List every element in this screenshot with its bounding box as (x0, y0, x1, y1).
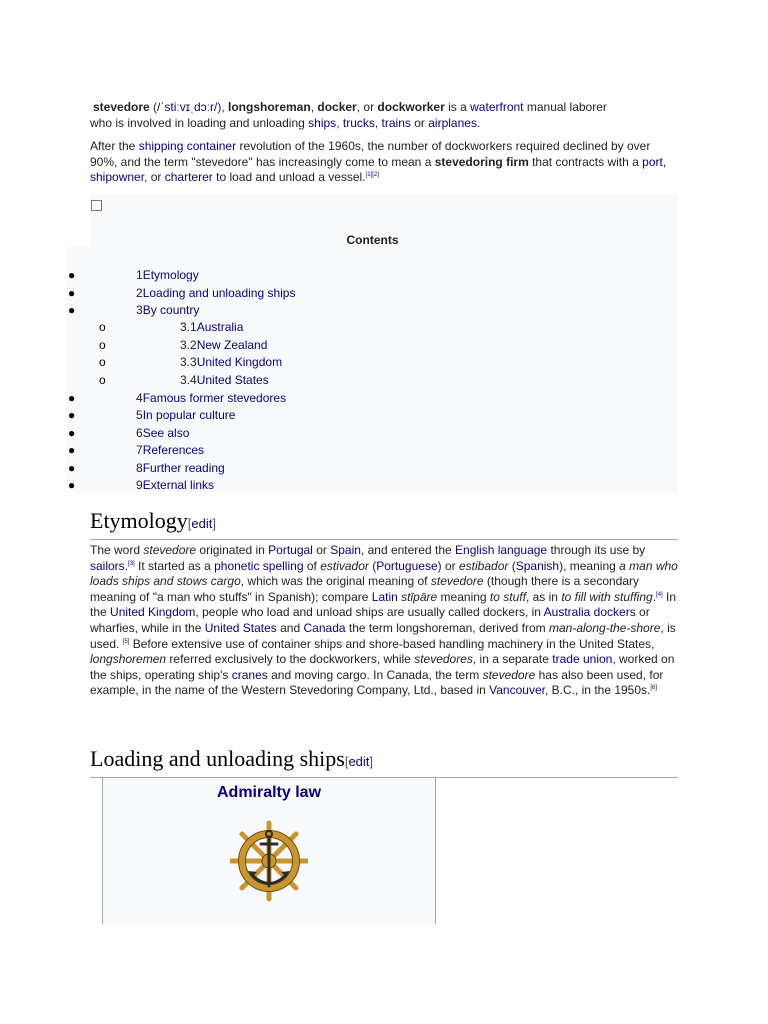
text: In the (90, 589, 677, 620)
link-ships[interactable]: ships (308, 115, 337, 130)
toc-num: 2 (136, 286, 143, 300)
bracket: [ (187, 516, 192, 531)
link-australia-dockers[interactable]: Australia dockers (543, 605, 636, 620)
toc-item-australia[interactable] (180, 320, 243, 334)
ref-1-2[interactable]: [1][2] (365, 172, 379, 179)
toc-num: 5 (136, 408, 143, 422)
circle-bullet-icon: o (99, 373, 106, 387)
admiralty-law-infobox (102, 777, 436, 924)
italic-term: stīpāre (401, 589, 438, 604)
circle-bullet-icon: o (99, 320, 106, 334)
edit-link-etymology[interactable]: edit (191, 516, 213, 531)
toc-item-further-reading[interactable] (136, 461, 225, 475)
toc-link[interactable]: See also (142, 426, 190, 440)
link-vancouver[interactable]: Vancouver (489, 683, 545, 698)
link-united-kingdom[interactable]: United Kingdom (110, 605, 196, 620)
text: , and entered the (360, 543, 452, 557)
bullet-icon: ● (68, 443, 76, 457)
circle-bullet-icon: o (99, 338, 106, 352)
link-shipowner[interactable]: shipowner (90, 170, 145, 185)
bracket: ] (369, 754, 374, 769)
text: It started as a (138, 558, 211, 573)
italic-term: to stuff (489, 589, 526, 604)
toc-num: 9 (136, 478, 143, 492)
ship-wheel-anchor-icon (230, 820, 308, 905)
text: , is used. (90, 620, 676, 651)
heading-text: Loading and unloading ships (90, 746, 345, 771)
text: or (316, 543, 327, 557)
link-spain[interactable]: Spain (330, 543, 361, 557)
italic-term: to fill with stuffing (561, 589, 653, 604)
section-heading-loading (90, 746, 678, 778)
text: , as in (525, 589, 558, 604)
p2-after-text: After the (90, 139, 136, 153)
italic-term: stevedore (482, 667, 536, 682)
term-longshoreman: longshoreman (228, 100, 311, 114)
toc-num: 6 (136, 426, 143, 440)
toc-item-famous[interactable] (136, 391, 286, 405)
link-charterer[interactable]: charterer (164, 170, 213, 185)
text: The word (90, 543, 141, 557)
toc-link[interactable]: External links (142, 478, 215, 492)
toc-num: 4 (136, 391, 143, 405)
toc-item-popular-culture[interactable] (136, 408, 235, 422)
text: , people who load and unload ships are usually called dockers, in (195, 605, 541, 620)
intro-paragraph-2: After the shipping container revolution of the 1960s, the number of dockworkers required declined by over 90%, and the term "stevedore" has increasingly come to mean a stevedoring firm that contracts with a port, shipowner, or charterer to load and unload a vessel.[1][2] (90, 139, 667, 185)
text: meaning (569, 558, 616, 573)
text: and moving cargo. In Canada, the term (271, 667, 480, 682)
toc-item-external-links[interactable] (136, 478, 214, 492)
italic-term: man-along-the-shore (549, 620, 661, 635)
toc-num: 3.2 (180, 338, 197, 352)
bullet-icon: ● (68, 286, 76, 300)
text: through its use by (550, 543, 646, 557)
link-spanish[interactable]: Spanish (515, 558, 560, 573)
toc-link[interactable]: Loading and unloading ships (142, 286, 296, 300)
toc-link[interactable]: United States (196, 373, 269, 387)
italic-term: estivador (320, 558, 369, 573)
toc-link[interactable]: By country (142, 303, 200, 317)
or-text-2: or (414, 115, 425, 130)
link-united-states[interactable]: United States (204, 620, 277, 635)
link-trade-union[interactable]: trade union (552, 652, 613, 667)
text: meaning (440, 589, 487, 604)
p2-text-b: that contracts with a (532, 154, 639, 169)
toc-num: 3.4 (180, 373, 197, 387)
edit-link-loading[interactable]: edit (348, 754, 370, 769)
link-waterfront[interactable]: waterfront (470, 100, 524, 114)
toc-item-united-kingdom[interactable] (180, 355, 282, 369)
toc-title: Contents (346, 233, 399, 247)
text: originated in (199, 543, 265, 557)
ref-5[interactable]: [5] (122, 638, 130, 645)
toc-link[interactable]: United Kingdom (196, 355, 283, 369)
bracket: [ (344, 754, 349, 769)
link-canada[interactable]: Canada (303, 620, 346, 635)
italic-term: a man who loads ships and stows cargo (90, 558, 678, 589)
text: (though there is a secondary meaning of "a man who stuffs" in Spanish); compare (90, 574, 640, 604)
italic-term: stevedore (430, 574, 484, 589)
toc-num: 8 (136, 461, 143, 475)
toc-link[interactable]: Etymology (142, 268, 199, 282)
toc-item-see-also[interactable] (136, 426, 189, 440)
bullet-icon: ● (68, 478, 76, 492)
term-docker: docker (317, 100, 357, 114)
text: , worked on the ships, operating ship's (90, 652, 675, 682)
italic-term: stevedore (143, 543, 197, 557)
toc-link[interactable]: References (142, 443, 205, 457)
toc-num: 1 (136, 268, 143, 282)
bullet-icon: ● (68, 461, 76, 475)
italic-term: longshoremen (90, 652, 167, 667)
section-heading-etymology (90, 508, 678, 540)
text: Before extensive use of container ships and shore-based handling machinery in the United States, (132, 636, 655, 651)
link-english-language[interactable]: English language (455, 543, 548, 557)
bullet-icon: ● (68, 408, 76, 422)
toc-num: 3.3 (180, 355, 197, 369)
or-text: or (363, 100, 375, 114)
text: , in a separate (472, 652, 549, 667)
link-shipping-container[interactable]: shipping container (138, 139, 237, 153)
bullet-icon: ● (68, 268, 76, 282)
toc-link[interactable]: Further reading (142, 461, 225, 475)
bullet-icon: ● (68, 426, 76, 440)
link-trains[interactable]: trains (381, 115, 411, 130)
circle-bullet-icon: o (99, 355, 106, 369)
toc-num: 7 (136, 443, 143, 457)
term-stevedore: stevedore (93, 100, 150, 114)
term-stevedoring-firm: stevedoring firm (434, 154, 529, 169)
link-port[interactable]: port (642, 154, 663, 169)
text: has also been used, for example, in the name of the Western Stevedoring Company, Ltd., based in (90, 667, 664, 698)
link-latin[interactable]: Latin (371, 589, 398, 604)
italic-term: estibador (459, 558, 509, 573)
toc-num: 3.1 (180, 320, 197, 334)
etymology-paragraph: The word stevedore originated in Portugal or Spain, and entered the English language through its use by sailors.[3] It started as a phonetic spelling of estivador (Portuguese) or estibador (Spanish), meaning a man who loads ships and stows cargo, which was the original meaning of stevedore (though there is a secondary meaning of "a man who stuffs" in Spanish); compare Latin stīpāre meaning to stuff, as in to fill with stuffing.[4] In the United Kingdom, people who load and unload ships are usually called dockers, in Australia dockers or wharfies, while in the United States and Canada the term longshoreman, derived from man-along-the-shore, is used. [5] Before extensive use of container ships and shore-based handling machinery in the United States, longshoremen referred exclusively to the dockworkers, while stevedores, in a separate trade union, worked on the ships, operating ship's cranes and moving cargo. In Canada, the term stevedore has also been used, for example, in the name of the Western Stevedoring Company, Ltd., based in Vancouver, B.C., in the 1950s.[6] (90, 543, 678, 698)
infobox-title[interactable]: Admiralty law (216, 784, 322, 801)
toc-item-united-states[interactable] (180, 373, 269, 387)
bullet-icon: ● (68, 303, 76, 317)
toc-link[interactable]: In popular culture (142, 408, 236, 422)
ref-6[interactable]: [6] (650, 685, 658, 692)
link-portuguese[interactable]: Portuguese (376, 558, 438, 573)
text: , B.C., in the 1950s. (544, 683, 651, 698)
toc-item-new-zealand[interactable] (180, 338, 267, 352)
text: , which was the original meaning of (240, 574, 428, 589)
link-phonetic-spelling[interactable]: phonetic spelling (214, 558, 304, 573)
toc-num: 3 (136, 303, 143, 317)
intro-line2-text: who is involved in loading and unloading (90, 115, 305, 130)
text: and (280, 620, 301, 635)
ref-4[interactable]: [4] (656, 591, 663, 598)
bracket: ] (212, 516, 216, 531)
toc-item-etymology[interactable] (136, 268, 199, 282)
link-sailors[interactable]: sailors (90, 558, 125, 573)
ref-3[interactable]: [3] (128, 560, 135, 567)
p2-text-c: , or (144, 170, 162, 185)
is-a-text: is a (448, 100, 467, 114)
manual-laborer-text: manual laborer (526, 100, 607, 114)
toc-item-loading[interactable] (136, 286, 295, 300)
p2-text-d: to load and unload a vessel. (216, 170, 366, 185)
toc-toggle-checkbox[interactable] (91, 200, 102, 211)
text: of (306, 558, 317, 573)
link-trucks[interactable]: trucks (342, 115, 375, 130)
ipa-link[interactable]: /ˈstiːvɪˌdɔːr/ (157, 100, 218, 114)
italic-term: stevedores (414, 652, 473, 667)
heading-text: Etymology (90, 508, 188, 533)
p2-text-a: revolution of the 1960s, the number of dockworkers required declined by over 90%, and the term "stevedore" has increasingly come to mean a (90, 139, 651, 169)
toc-link[interactable]: Famous former stevedores (142, 391, 287, 405)
toc-item-references[interactable] (136, 443, 204, 457)
toc-link[interactable]: New Zealand (196, 338, 268, 352)
link-airplanes[interactable]: airplanes (428, 115, 477, 130)
link-portugal[interactable]: Portugal (268, 543, 313, 557)
text: referred exclusively to the dockworkers, while (169, 652, 411, 667)
link-cranes[interactable]: cranes (231, 667, 268, 682)
toc-item-by-country[interactable] (136, 303, 199, 317)
toc-link[interactable]: Australia (196, 320, 244, 334)
text: the term longshoreman, derived from (348, 620, 546, 635)
text: or wharfies, while in the (90, 605, 650, 635)
term-dockworker: dockworker (377, 100, 445, 114)
bullet-icon: ● (68, 391, 76, 405)
text: or (444, 558, 456, 573)
intro-paragraph: stevedore (/ˈstiːvɪˌdɔːr/), longshoreman, docker, or dockworker is a waterfront manual laborer who is involved in loading and unloading ships, trucks, trains or airplanes. (90, 100, 607, 130)
